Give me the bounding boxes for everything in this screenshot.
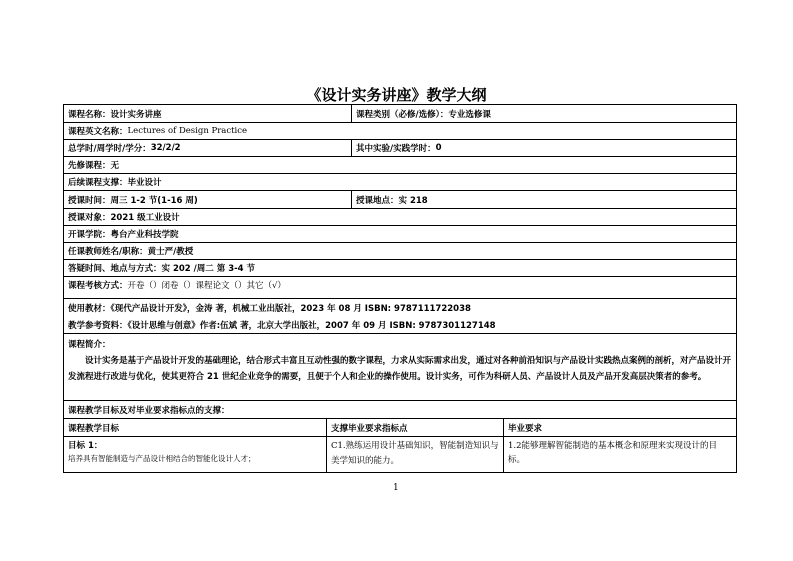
header-indicator: 支撑毕业要求指标点 bbox=[326, 419, 503, 436]
row-intro bbox=[63, 333, 737, 401]
label: 课程考核方式： bbox=[68, 281, 128, 291]
label: 任课教师姓名/职称： bbox=[68, 247, 148, 257]
header-goal: 课程教学目标 bbox=[68, 423, 120, 434]
value: 黄士严/教授 bbox=[147, 247, 194, 257]
row-textbooks bbox=[63, 298, 737, 334]
row-audience bbox=[63, 208, 737, 226]
intro-label: 课程简介： bbox=[68, 340, 111, 350]
label: 使用教材： bbox=[68, 303, 111, 314]
label: 课程名称： bbox=[68, 109, 111, 120]
label: 课程英文名称： bbox=[68, 127, 128, 137]
value: 0 bbox=[435, 143, 442, 153]
objectives-row bbox=[63, 436, 737, 473]
value: 实 202 /周二 第 3-4 节 bbox=[161, 264, 256, 274]
value: 周三 1-2 节(1-16 周) bbox=[110, 195, 198, 206]
value: 2021 级工业设计 bbox=[110, 213, 180, 223]
value: 《设计思维与创意》作者:伍斌 著，北京大学出版社，2007 年 09 月 ISBN: 9787301127148 bbox=[127, 320, 496, 331]
value: 实 218 bbox=[398, 195, 428, 206]
value: Lectures of Design Practice bbox=[127, 126, 248, 136]
objectives-header-row bbox=[63, 418, 737, 437]
goal-title: 目标 1： bbox=[68, 441, 103, 451]
label: 后续课程支撑： bbox=[68, 178, 128, 188]
row-course-name bbox=[63, 104, 737, 123]
label: 先修课程： bbox=[68, 161, 111, 171]
header-requirement: 毕业要求 bbox=[503, 419, 736, 436]
page-title: 《设计实务讲座》教学大纲 bbox=[306, 86, 487, 104]
objectives-heading: 课程教学目标及对毕业要求指标点的支撑： bbox=[68, 405, 230, 416]
row-follow-up bbox=[63, 173, 737, 191]
value: 《现代产品设计开发》，金涛 著，机械工业出版社，2023 年 08 月 ISBN: 9787111722038 bbox=[110, 303, 471, 314]
row-college bbox=[63, 225, 737, 243]
label: 课程类别（必修/选修）： bbox=[356, 109, 449, 120]
value: 毕业设计 bbox=[127, 178, 162, 188]
value: 无 bbox=[110, 161, 120, 171]
value: 专业选修课 bbox=[448, 109, 491, 120]
row-schedule bbox=[63, 190, 737, 209]
value: 32/2/2 bbox=[150, 143, 181, 153]
requirement-text: 1.2能够理解智能制造的基本概念和原理来实现设计的目标。 bbox=[503, 437, 736, 472]
label: 其中实验/实践学时： bbox=[356, 144, 436, 154]
value: 开卷（）闭卷（）课程论文（）其它（√） bbox=[127, 281, 286, 291]
row-prerequisite bbox=[63, 156, 737, 174]
label: 总学时/周学时/学分： bbox=[68, 144, 151, 154]
label: 授课地点： bbox=[356, 195, 399, 206]
row-hours bbox=[63, 139, 737, 157]
label: 授课时间： bbox=[68, 195, 111, 206]
row-teacher bbox=[63, 242, 737, 260]
row-qa bbox=[63, 259, 737, 277]
row-english-name bbox=[63, 122, 737, 140]
value: 设计实务讲座 bbox=[110, 109, 162, 120]
goal-text: 培养具有智能制造与产品设计相结合的智能化设计人才； bbox=[68, 454, 256, 463]
label: 教学参考资料： bbox=[68, 320, 128, 331]
label: 答疑时间、地点与方式： bbox=[68, 264, 162, 274]
label: 开课学院： bbox=[68, 230, 111, 240]
label: 授课对象： bbox=[68, 213, 111, 223]
value: 粤台产业科技学院 bbox=[110, 230, 179, 240]
page-number: 1 bbox=[393, 483, 399, 493]
row-objectives-heading bbox=[63, 400, 737, 419]
intro-text: 设计实务是基于产品设计开发的基础理论，结合形式丰富且互动性强的数字课程，力求从实际需求出发，通过对各种前沿知识与产品设计实践热点案例的剖析，对产品设计开发流程进行改进与优化，使其更符合 21 世纪企业竞争的需要，且便于个人和企业的操作使用。设计实务，可作为科研人员、产品设计人员及产品开发高层决策者的参考。 bbox=[68, 356, 732, 382]
indicator-text: C1.熟练运用设计基础知识，智能制造知识与美学知识的能力。 bbox=[326, 437, 503, 472]
row-exam bbox=[63, 276, 737, 299]
